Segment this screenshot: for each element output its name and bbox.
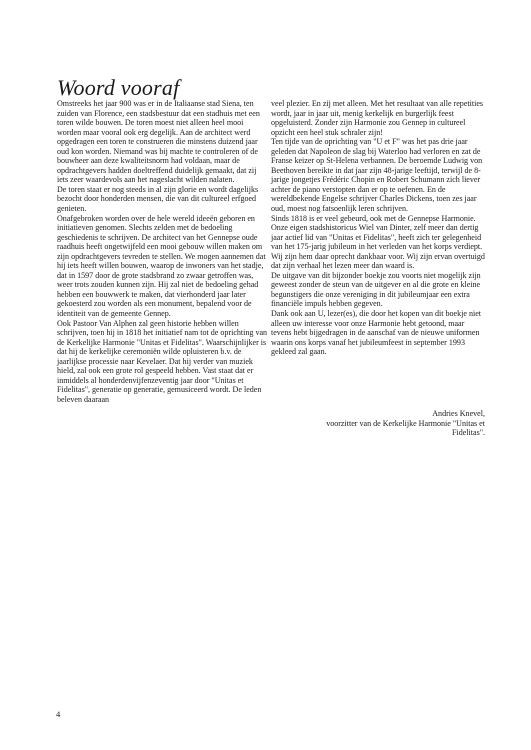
paragraph: De uitgave van dit bijzonder boekje zou voorts niet mogelijk zijn geweest zonder de steun van de uitgever en al die grote en kleine begunstigers die onze vereniging in dit jubileumjaar een extra financiële impuls hebben gegeven. (271, 270, 481, 309)
page-title: Woord vooraf (57, 74, 180, 100)
left-text-column (57, 99, 269, 405)
page-number: 4 (56, 709, 61, 719)
paragraph: veel plezier. En zij met alleen. Met het resultaat van alle repetities wordt, jaar in jaar uit, menig kerkelijk en burgerlijk feest opgeluisterd. Zonder zijn Harmonie zou Gennep in cultureel opzicht een heel stuk schraler zijn! (271, 99, 484, 137)
signature-name: Andries Knevel, (432, 409, 485, 418)
signature-role: voorzitter van de Kerkelijke Harmonie "Unitas et (326, 418, 485, 428)
paragraph: Onafgebroken worden over de hele wereld ideeën geboren en initiatieven genomen. Slechts zelden met de bedoeling geschiedenis te schrijven. De architect van het Gennepse oude raadhuis heeft ongetwijfeld een mooi gebouw willen maken om zijn opdrachtgevers tevreden te stellen. We mogen aannemen dat hij iets heeft willen bouwen, waarop de inwoners van het stadje, dat in 1597 door de grote stadsbrand zo zwaar getroffen was, weer trots zouden kunnen zijn. Hij zal niet de bedoeling gehad hebben een bouwwerk te maken, dat vierhonderd jaar later gekoesterd zou worden als een monument, bepalend voor de identiteit van de gemeente Gennep. (57, 213, 266, 319)
signature-role-end: Fidelitas". (451, 428, 485, 438)
paragraph: Omstreeks het jaar 900 was er in de Italiaanse stad Siena, ten zuiden van Florence, een stadsbestuur dat een stadhuis met een toren wilde bouwen. De toren moest niet alleen heel mooi worden maar vooral ook erg degelijk. Aan de architect werd opgedragen een toren te construeren die minstens duizend jaar oud kon worden. Niemand was bij machte te controleren of de bouwheer aan deze kwaliteitsnorm had voldaan, maar de opdrachtgevers hadden doeltreffend duidelijk gemaakt, dat zij iets zeer waardevols aan het nageslacht wilden nalaten. (57, 99, 260, 185)
paragraph: Ook Pastoor Van Alphen zal geen historie hebben willen schrijven, toen hij in 1818 het initiatief nam tot de oprichting van de Kerkelijke Harmonie "Unitas et Fidelitas". Waarschijnlijker is dat hij de kerkelijke ceremoniën wilde opluisteren b.v. de jaarlijkse processie naar Kevelaer. Dat hij verder van muziek hield, zal ook een grote rol gespeeld hebben. Vast staat dat er inmiddels al honderdenvijfenzeventig jaar door "Unitas et Fidelitas", generatie op generatie, gemusiceerd wordt. De leden beleven daaraan (57, 318, 268, 404)
paragraph: Ten tijde van de oprichting van "U et F" was het pas drie jaar geleden dat Napoleon de slag bij Waterloo had verloren en zat de Franse keizer op St-Helena verbannen. De beroemde Ludwig von Beethoven bereikte in dat jaar zijn 48-jarige leeftijd, terwijl de 8-jarige jongetjes Frédéric Chopin en Robert Schumann zich liever achter de piano verstopten dan er op te oefenen. En de wereldbekende Engelse schrijver Charles Dickens, toen zes jaar oud, moest nog fatsoenlijk leren schrijven. (271, 137, 483, 214)
right-text-column (271, 99, 485, 357)
paragraph: De toren staat er nog steeds in al zijn glorie en wordt dagelijks bezocht door honderden mensen, die van dit cultureel erfgoed genieten. (57, 184, 259, 214)
paragraph: Sinds 1818 is er veel gebeurd, ook met de Gennepse Harmonie. Onze eigen stadshistoricus Wiel van Dinter, zelf meer dan dertig jaar actief lid van "Unitas et Fidelitas", heeft zich ter gelegenheid van het 175-jarig jubileum in het verleden van het korps verdiept. Wij zijn hem daar oprecht dankbaar voor. Wij zijn ervan overtuigd dat zijn verhaal het lezen meer dan waard is. (271, 213, 485, 271)
paragraph: Dank ook aan U, lezer(es), die door het kopen van dit boekje niet alleen uw interesse voor onze Harmonie hebt getoond, maar tevens hebt bijgedragen in de aanschaf van de nieuwe uniformen waarin ons korps vanaf het jubileumfeest in september 1993 gekleed zal gaan. (271, 309, 482, 357)
signature-block (271, 409, 485, 438)
